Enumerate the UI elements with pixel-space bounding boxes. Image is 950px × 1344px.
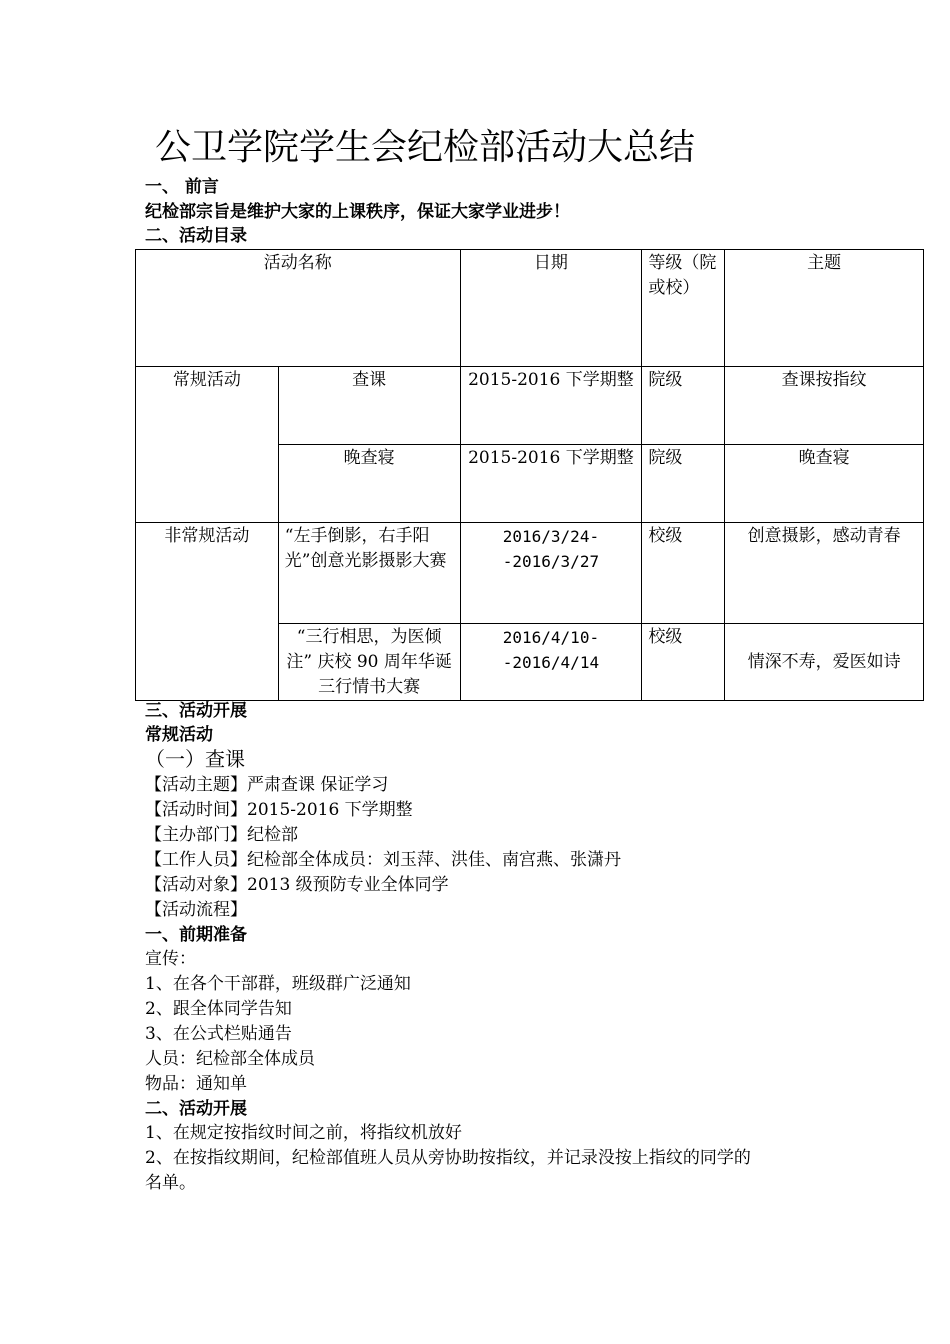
category-cell: 常规活动	[136, 367, 279, 523]
prep-heading: 一、前期准备	[145, 925, 247, 945]
date-cell: 2015-2016 下学期整	[460, 367, 642, 445]
field-line: 【活动时间】2015-2016 下学期整	[145, 800, 413, 820]
section-heading-activity-list: 二、活动目录	[145, 226, 247, 246]
table-row	[136, 367, 924, 445]
prep-line: 2、跟全体同学告知	[145, 999, 292, 1019]
page-title: 公卫学院学生会纪检部活动大总结	[155, 127, 696, 168]
header-date: 日期	[460, 250, 642, 367]
level-cell: 校级	[642, 624, 725, 701]
activity-name-cell: “左手倒影，右手阳光”创意光影摄影大赛	[278, 523, 460, 624]
header-activity-name: 活动名称	[136, 250, 461, 367]
run-line: 名单。	[145, 1173, 196, 1193]
activity-title: （一）查课	[145, 747, 245, 771]
activity-name-cell: 查课	[278, 367, 460, 445]
activity-name-cell: “三行相思，为医倾注” 庆校 90 周年华诞 三行情书大赛	[278, 624, 460, 701]
field-line: 【活动对象】2013 级预防专业全体同学	[145, 875, 449, 895]
field-line: 【活动流程】	[145, 900, 247, 920]
field-line: 【活动主题】严肃查课 保证学习	[145, 775, 389, 795]
subsection-regular: 常规活动	[145, 725, 213, 745]
section-heading-activity-run: 三、活动开展	[145, 701, 247, 721]
level-cell: 校级	[642, 523, 725, 624]
header-level: 等级（院或校）	[642, 250, 725, 367]
prep-line: 人员：纪检部全体成员	[145, 1049, 315, 1069]
section-heading-preface: 一、 前言	[145, 177, 219, 197]
date-cell: 2016/3/24--2016/3/27	[460, 523, 642, 624]
theme-cell: 创意摄影，感动青春	[725, 523, 924, 624]
level-cell: 院级	[642, 367, 725, 445]
date-cell: 2016/4/10--2016/4/14	[460, 624, 642, 701]
header-theme: 主题	[725, 250, 924, 367]
preface-text: 纪检部宗旨是维护大家的上课秩序，保证大家学业进步！	[145, 202, 570, 222]
field-line: 【工作人员】纪检部全体成员：刘玉萍、洪佳、南宫燕、张潇丹	[145, 850, 621, 870]
date-cell: 2015-2016 下学期整	[460, 445, 642, 523]
prep-line: 1、在各个干部群，班级群广泛通知	[145, 974, 411, 994]
theme-cell: 情深不寿，爱医如诗	[725, 624, 924, 701]
prep-line: 物品：通知单	[145, 1074, 247, 1094]
run-line: 1、在规定按指纹时间之前，将指纹机放好	[145, 1123, 462, 1143]
level-cell: 院级	[642, 445, 725, 523]
theme-cell: 晚查寝	[725, 445, 924, 523]
prep-line: 3、在公式栏贴通告	[145, 1024, 292, 1044]
activity-name-cell: 晚查寝	[278, 445, 460, 523]
field-line: 【主办部门】纪检部	[145, 825, 298, 845]
table-header-row	[136, 250, 924, 367]
run-line: 2、在按指纹期间，纪检部值班人员从旁协助按指纹，并记录没按上指纹的同学的	[145, 1148, 751, 1168]
table-row	[136, 523, 924, 624]
prep-line: 宣传：	[145, 949, 196, 969]
theme-cell: 查课按指纹	[725, 367, 924, 445]
run-heading: 二、活动开展	[145, 1099, 247, 1119]
activity-table	[135, 249, 924, 701]
category-cell: 非常规活动	[136, 523, 279, 701]
